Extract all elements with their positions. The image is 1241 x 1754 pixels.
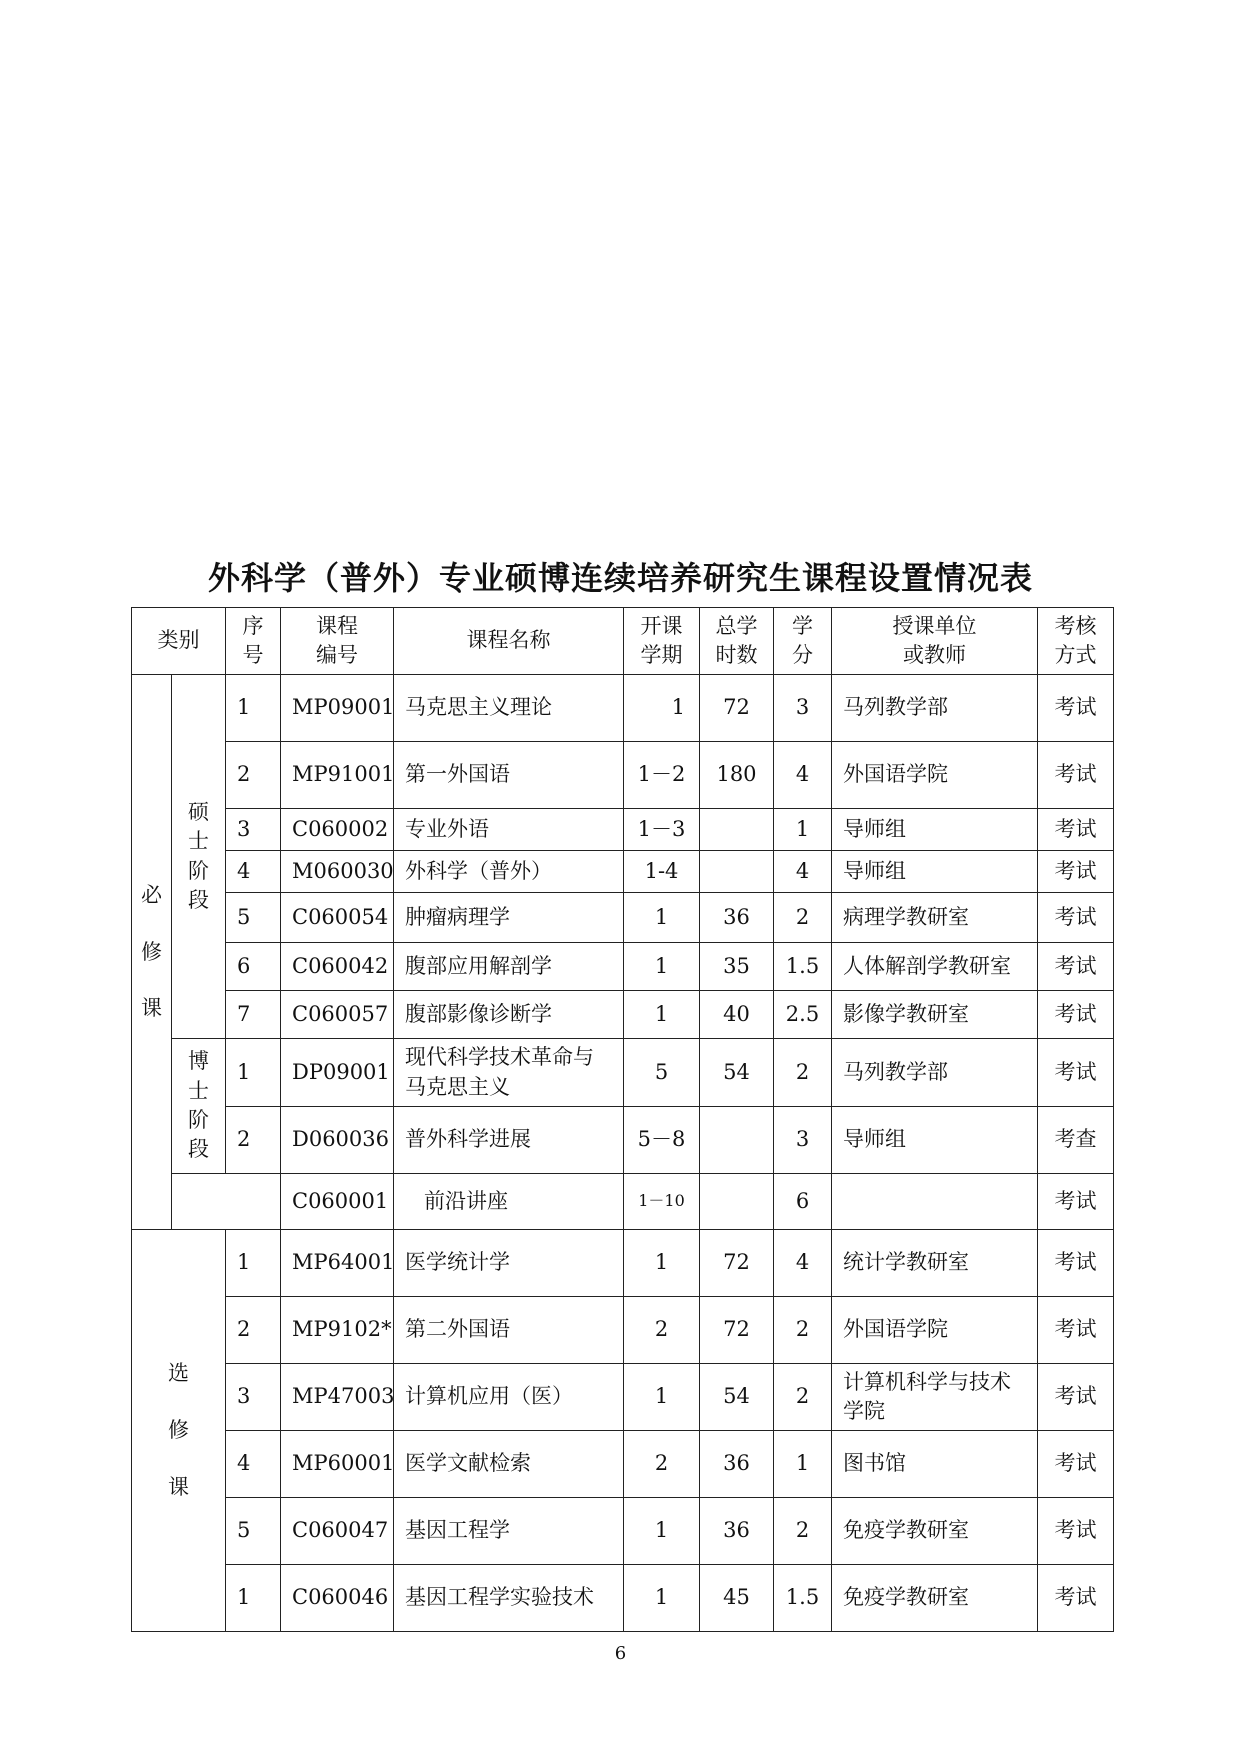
cell-name: 肿瘤病理学 <box>394 893 624 943</box>
cell-name: 马克思主义理论 <box>394 675 624 742</box>
group-doctor: 博 士 阶 段 <box>172 1039 226 1174</box>
cell-code: DP09001 <box>281 1039 394 1107</box>
header-code: 课程 编号 <box>281 608 394 675</box>
cell-name: 医学文献检索 <box>394 1431 624 1498</box>
cell-code: C060001 <box>281 1174 394 1230</box>
cell-code: C060054 <box>281 893 394 943</box>
cell-hours <box>700 851 774 893</box>
cell-name: 现代科学技术革命与 马克思主义 <box>394 1039 624 1107</box>
cell-code: MP09001 <box>281 675 394 742</box>
header-row <box>132 608 1114 675</box>
cell-hours <box>700 1174 774 1230</box>
table-row <box>132 943 1114 991</box>
table-row <box>132 1174 1114 1230</box>
cell-unit: 影像学教研室 <box>832 991 1038 1039</box>
cell-hours: 54 <box>700 1039 774 1107</box>
cell-unit: 免疫学教研室 <box>832 1498 1038 1565</box>
cell-semester: 1－3 <box>624 809 700 851</box>
page-title: 外科学（普外）专业硕博连续培养研究生课程设置情况表 <box>207 559 1033 597</box>
cell-semester: 1 <box>624 943 700 991</box>
cell-name: 腹部影像诊断学 <box>394 991 624 1039</box>
cell-hours: 45 <box>700 1565 774 1632</box>
cell-semester: 2 <box>624 1431 700 1498</box>
course-table <box>131 607 1114 1632</box>
cell-hours: 72 <box>700 1230 774 1297</box>
table-row <box>132 1498 1114 1565</box>
header-unit: 授课单位 或教师 <box>832 608 1038 675</box>
cell-seq: 1 <box>226 1039 281 1107</box>
cell-assessment: 考试 <box>1038 1431 1114 1498</box>
table-row <box>132 1230 1114 1297</box>
header-seq: 序 号 <box>226 608 281 675</box>
cell-unit: 外国语学院 <box>832 1297 1038 1364</box>
cell-semester: 1－10 <box>624 1174 700 1230</box>
cell-unit: 导师组 <box>832 809 1038 851</box>
header-hours: 总学 时数 <box>700 608 774 675</box>
table-row <box>132 1431 1114 1498</box>
cell-seq: 3 <box>226 1364 281 1431</box>
cell-unit: 计算机科学与技术 学院 <box>832 1364 1038 1431</box>
cell-assessment: 考试 <box>1038 943 1114 991</box>
cell-hours: 72 <box>700 1297 774 1364</box>
cell-semester: 5 <box>624 1039 700 1107</box>
cell-name: 医学统计学 <box>394 1230 624 1297</box>
cell-semester: 1 <box>624 991 700 1039</box>
cell-semester: 1 <box>624 1230 700 1297</box>
cell-hours: 180 <box>700 742 774 809</box>
table-row <box>132 675 1114 742</box>
header-assessment: 考核 方式 <box>1038 608 1114 675</box>
cell-unit: 马列教学部 <box>832 1039 1038 1107</box>
cell-name: 基因工程学 <box>394 1498 624 1565</box>
cell-hours: 72 <box>700 675 774 742</box>
cell-credits: 1 <box>774 1431 832 1498</box>
table-row <box>132 1565 1114 1632</box>
cell-name: 第一外国语 <box>394 742 624 809</box>
cell-hours: 54 <box>700 1364 774 1431</box>
group-elective: 选 修 课 <box>132 1230 226 1632</box>
cell-unit: 免疫学教研室 <box>832 1565 1038 1632</box>
cell-credits: 4 <box>774 1230 832 1297</box>
cell-credits: 1 <box>774 809 832 851</box>
cell-code: C060046 <box>281 1565 394 1632</box>
cell-seq: 2 <box>226 742 281 809</box>
table-row <box>132 1039 1114 1107</box>
cell-credits: 2 <box>774 1297 832 1364</box>
cell-code: MP60001 <box>281 1431 394 1498</box>
cell-name: 外科学（普外） <box>394 851 624 893</box>
cell-assessment: 考试 <box>1038 675 1114 742</box>
cell-code: MP47003 <box>281 1364 394 1431</box>
table-row <box>132 809 1114 851</box>
cell-seq: 6 <box>226 943 281 991</box>
cell-semester: 2 <box>624 1297 700 1364</box>
cell-credits: 4 <box>774 742 832 809</box>
cell-hours: 36 <box>700 1498 774 1565</box>
header-category: 类别 <box>132 608 226 675</box>
cell-seq: 1 <box>226 1230 281 1297</box>
cell-semester: 1 <box>624 1364 700 1431</box>
cell-seq: 3 <box>226 809 281 851</box>
cell-credits: 1.5 <box>774 943 832 991</box>
cell-name: 专业外语 <box>394 809 624 851</box>
cell-assessment: 考试 <box>1038 1230 1114 1297</box>
cell-hours: 36 <box>700 893 774 943</box>
cell-name: 腹部应用解剖学 <box>394 943 624 991</box>
table-row <box>132 893 1114 943</box>
cell-assessment: 考试 <box>1038 991 1114 1039</box>
cell-code: C060042 <box>281 943 394 991</box>
cell-unit: 马列教学部 <box>832 675 1038 742</box>
cell-semester: 1 <box>624 1565 700 1632</box>
cell-assessment: 考试 <box>1038 1174 1114 1230</box>
cell-hours <box>700 1107 774 1174</box>
cell-seq: 2 <box>226 1297 281 1364</box>
header-semester: 开课 学期 <box>624 608 700 675</box>
cell-seq: 2 <box>226 1107 281 1174</box>
group-master: 硕 士 阶 段 <box>172 675 226 1039</box>
cell-assessment: 考试 <box>1038 1565 1114 1632</box>
cell-credits: 3 <box>774 675 832 742</box>
cell-seq: 1 <box>226 1565 281 1632</box>
cell-hours: 35 <box>700 943 774 991</box>
cell-unit <box>832 1174 1038 1230</box>
page-number: 6 <box>614 1643 627 1664</box>
cell-credits: 4 <box>774 851 832 893</box>
cell-seq: 4 <box>226 851 281 893</box>
cell-code: C060057 <box>281 991 394 1039</box>
cell-name: 计算机应用（医） <box>394 1364 624 1431</box>
cell-assessment: 考试 <box>1038 893 1114 943</box>
cell-semester: 1－2 <box>624 742 700 809</box>
cell-unit: 导师组 <box>832 1107 1038 1174</box>
cell-seq: 4 <box>226 1431 281 1498</box>
cell-code: M060030 <box>281 851 394 893</box>
cell-unit: 导师组 <box>832 851 1038 893</box>
cell-code: C060047 <box>281 1498 394 1565</box>
cell-unit: 图书馆 <box>832 1431 1038 1498</box>
cell-assessment: 考试 <box>1038 1297 1114 1364</box>
cell-seq: 1 <box>226 675 281 742</box>
table-row <box>132 1107 1114 1174</box>
cell-name: 普外科学进展 <box>394 1107 624 1174</box>
cell-credits: 2 <box>774 1039 832 1107</box>
cell-credits: 3 <box>774 1107 832 1174</box>
cell-credits: 1.5 <box>774 1565 832 1632</box>
cell-code: MP64001 <box>281 1230 394 1297</box>
table-row <box>132 1297 1114 1364</box>
cell-code: MP9102* <box>281 1297 394 1364</box>
cell-name: 基因工程学实验技术 <box>394 1565 624 1632</box>
cell-semester: 5－8 <box>624 1107 700 1174</box>
cell-name: 第二外国语 <box>394 1297 624 1364</box>
cell-unit: 统计学教研室 <box>832 1230 1038 1297</box>
cell-code: C060002 <box>281 809 394 851</box>
cell-unit: 外国语学院 <box>832 742 1038 809</box>
cell-name: 前沿讲座 <box>394 1174 624 1230</box>
table-row <box>132 851 1114 893</box>
cell-assessment: 考试 <box>1038 742 1114 809</box>
cell-semester: 1 <box>624 893 700 943</box>
table-row <box>132 742 1114 809</box>
cell-assessment: 考试 <box>1038 1039 1114 1107</box>
cell-seq <box>172 1174 281 1230</box>
cell-credits: 6 <box>774 1174 832 1230</box>
cell-assessment: 考试 <box>1038 851 1114 893</box>
cell-semester: 1-4 <box>624 851 700 893</box>
cell-seq: 5 <box>226 893 281 943</box>
cell-hours <box>700 809 774 851</box>
cell-assessment: 考查 <box>1038 1107 1114 1174</box>
cell-assessment: 考试 <box>1038 809 1114 851</box>
table-row <box>132 1364 1114 1431</box>
cell-unit: 人体解剖学教研室 <box>832 943 1038 991</box>
header-name: 课程名称 <box>394 608 624 675</box>
cell-credits: 2 <box>774 1498 832 1565</box>
cell-seq: 5 <box>226 1498 281 1565</box>
cell-credits: 2 <box>774 1364 832 1431</box>
cell-credits: 2.5 <box>774 991 832 1039</box>
cell-semester: 1 <box>624 675 700 742</box>
cell-assessment: 考试 <box>1038 1364 1114 1431</box>
group-required: 必 修 课 <box>132 675 172 1230</box>
table-row <box>132 991 1114 1039</box>
cell-seq: 7 <box>226 991 281 1039</box>
cell-code: D060036 <box>281 1107 394 1174</box>
cell-hours: 36 <box>700 1431 774 1498</box>
cell-assessment: 考试 <box>1038 1498 1114 1565</box>
cell-hours: 40 <box>700 991 774 1039</box>
header-credits: 学 分 <box>774 608 832 675</box>
cell-code: MP91001 <box>281 742 394 809</box>
cell-unit: 病理学教研室 <box>832 893 1038 943</box>
cell-credits: 2 <box>774 893 832 943</box>
cell-semester: 1 <box>624 1498 700 1565</box>
